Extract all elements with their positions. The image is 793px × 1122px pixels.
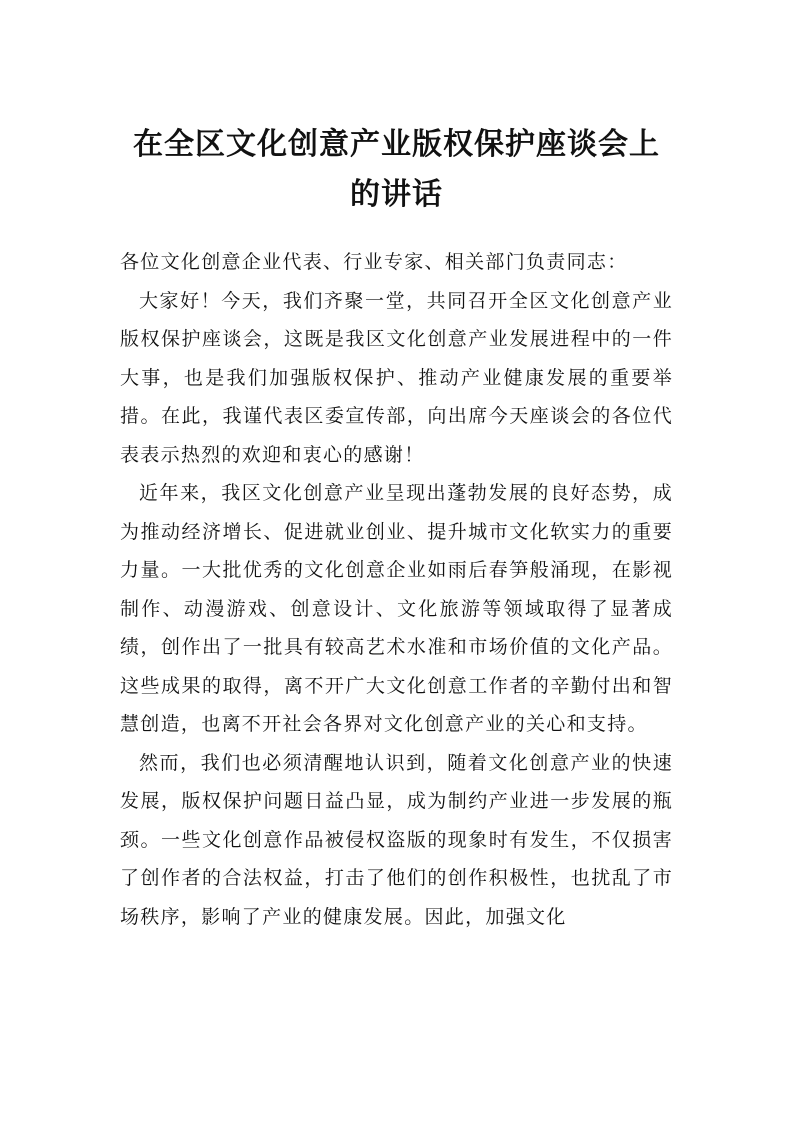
- paragraph-2: 近年来，我区文化创意产业呈现出蓬勃发展的良好态势，成为推动经济增长、促进就业创业、提升城市文化软实力的重要力量。一大批优秀的文化创意企业如雨后春笋般涌现，在影视制作、动漫游戏、创意设计、文化旅游等领域取得了显著成绩，创作出了一批具有较高艺术水准和市场价值的文化产品。这些成果的取得，离不开广大文化创意工作者的辛勤付出和智慧创造，也离不开社会各界对文化创意产业的关心和支持。: [120, 482, 673, 735]
- salutation: 各位文化创意企业代表、行业专家、相关部门负责同志：: [120, 251, 628, 273]
- document-title: 在全区文化创意产业版权保护座谈会上的讲话: [133, 127, 660, 212]
- paragraph-3: 然而，我们也必须清醒地认识到，随着文化创意产业的快速发展，版权保护问题日益凸显，成为制约产业进一步发展的瓶颈。一些文化创意作品被侵权盗版的现象时有发生，不仅损害了创作者的合法权益，打击了他们的创作积极性，也扰乱了市场秩序，影响了产业的健康发展。因此，加强文化: [120, 751, 673, 928]
- paragraph-1: 大家好！今天，我们齐聚一堂，共同召开全区文化创意产业版权保护座谈会，这既是我区文化创意产业发展进程中的一件大事，也是我们加强版权保护、推动产业健康发展的重要举措。在此，我谨代表区委宣传部，向出席今天座谈会的各位代表表示热烈的欢迎和衷心的感谢！: [120, 289, 673, 466]
- document-body: [120, 243, 673, 936]
